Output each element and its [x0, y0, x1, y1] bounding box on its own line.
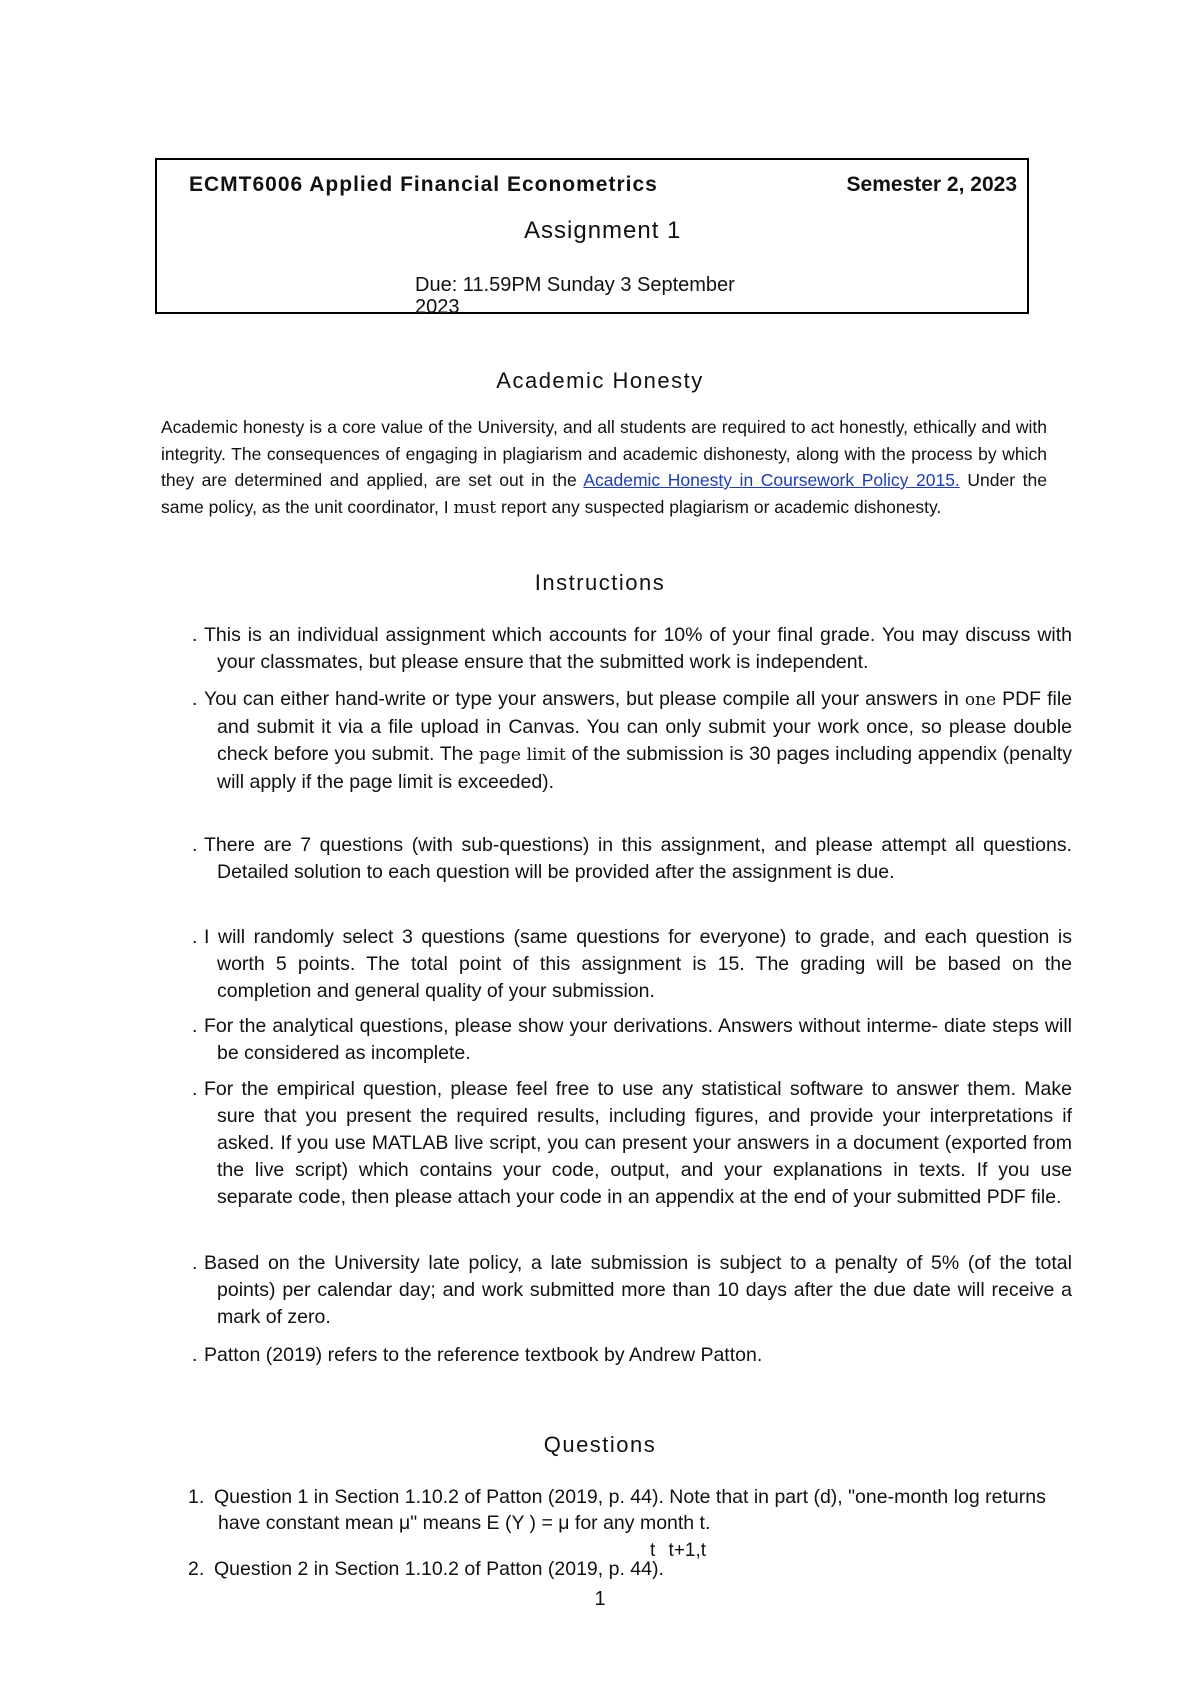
instruction-emphasis-one: one: [964, 690, 997, 710]
honesty-text-3: report any suspected plagiarism or academic dishonesty.: [496, 496, 942, 517]
assignment-header-box: [155, 158, 1029, 318]
instruction-text: Based on the University late policy, a late submission is subject to a penalty of 5% (of the total points) per calendar day; and work submitted more than 10 days after the due date will receive a mark of zero.: [204, 1252, 1072, 1328]
instruction-text: of the submission is 30 pages including appendix (penalty will apply if the page limit is exceeded).: [217, 743, 1072, 793]
bullet-mark: .: [192, 1078, 198, 1100]
question-number: 1.: [188, 1486, 205, 1508]
bullet-mark: .: [192, 624, 198, 646]
question-text: Question 1 in Section 1.10.2 of Patton (2019, p. 44). Note that in part (d), "one-month log returns have constant mean μ" means E (Y ) = μ for any month t.: [214, 1486, 1046, 1534]
instruction-text: Patton (2019) refers to the reference textbook by Andrew Patton.: [204, 1344, 763, 1366]
honesty-emphasis-must: must: [453, 497, 497, 518]
instruction-text: For the analytical questions, please show your derivations. Answers without interme- diate steps will be considered as incomplete.: [204, 1015, 1072, 1064]
bullet-mark: .: [192, 926, 198, 948]
bullet-mark: .: [192, 834, 198, 856]
instruction-text: PDF file and submit it via a file upload in Canvas. You can only submit your work once, so please double check before you submit. The: [217, 688, 1072, 765]
course-title: ECMT6006 Applied Financial Econometrics: [189, 173, 658, 196]
academic-honesty-heading: Academic Honesty: [496, 368, 704, 393]
instruction-text: I will randomly select 3 questions (same questions for everyone) to grade, and each question is worth 5 points. The total point of this assignment is 15. The grading will be based on the completion and general quality of your submission.: [204, 926, 1072, 1002]
due-date: Due: 11.59PM Sunday 3 September 2023: [415, 274, 735, 318]
subscript-line: t t+1,t: [650, 1540, 707, 1561]
honesty-text-1: Academic honesty is a core value of the University, and all students are required to act honestly, ethically and with integrity. The consequences of engaging in plagiarism and academic dishonesty, along with the process by which they are determined and applied, are set out in the: [161, 417, 1047, 490]
instruction-item-8: [192, 1342, 1072, 1369]
bullet-mark: .: [192, 1252, 198, 1274]
instruction-item-6: [192, 1076, 1072, 1211]
instructions-heading: Instructions: [534, 570, 666, 595]
academic-honesty-paragraph: [161, 414, 1047, 521]
instruction-emphasis-page-limit: page limit: [479, 745, 566, 765]
assignment-title: Assignment 1: [524, 217, 682, 244]
instruction-item-7: [192, 1250, 1072, 1331]
instruction-text: This is an individual assignment which accounts for 10% of your final grade. You may discuss with your classmates, but please ensure that the submitted work is independent.: [204, 624, 1072, 673]
honesty-text-2: Under the same policy, as the unit coordinator, I: [161, 470, 1047, 517]
instruction-item-1: [192, 622, 1072, 676]
instruction-text: For the empirical question, please feel free to use any statistical software to answer them. Make sure that you present the required results, including figures, and provide your interpretations if asked. If you use MATLAB live script, you can present your answers in a document (exported from the live script) which contains your code, output, and your explanations in texts. If you use separate code, then please attach your code in an appendix at the end of your submitted PDF file.: [204, 1078, 1072, 1208]
instruction-text: You can either hand-write or type your answers, but please compile all your answers in: [204, 688, 965, 710]
instruction-item-2: [192, 686, 1072, 796]
semester-label: Semester 2, 2023: [846, 173, 1017, 196]
bullet-mark: .: [192, 1344, 198, 1366]
page-number: 1: [594, 1588, 606, 1610]
question-number: 2.: [188, 1558, 205, 1580]
bullet-mark: .: [192, 1015, 198, 1037]
instruction-text: There are 7 questions (with sub-questions) in this assignment, and please attempt all questions. Detailed solution to each question will be provided after the assignment is due.: [204, 834, 1072, 883]
academic-honesty-policy-link[interactable]: Academic Honesty in Coursework Policy 2015.: [583, 470, 960, 490]
questions-heading: Questions: [543, 1432, 657, 1457]
question-item-2: [188, 1556, 1078, 1582]
bullet-mark: .: [192, 688, 198, 710]
instruction-item-5: [192, 1013, 1072, 1067]
question-text: Question 2 in Section 1.10.2 of Patton (2019, p. 44).: [214, 1558, 664, 1580]
instruction-item-4: [192, 924, 1072, 1005]
question-item-1: [188, 1484, 1078, 1536]
instruction-item-3: [192, 832, 1072, 886]
